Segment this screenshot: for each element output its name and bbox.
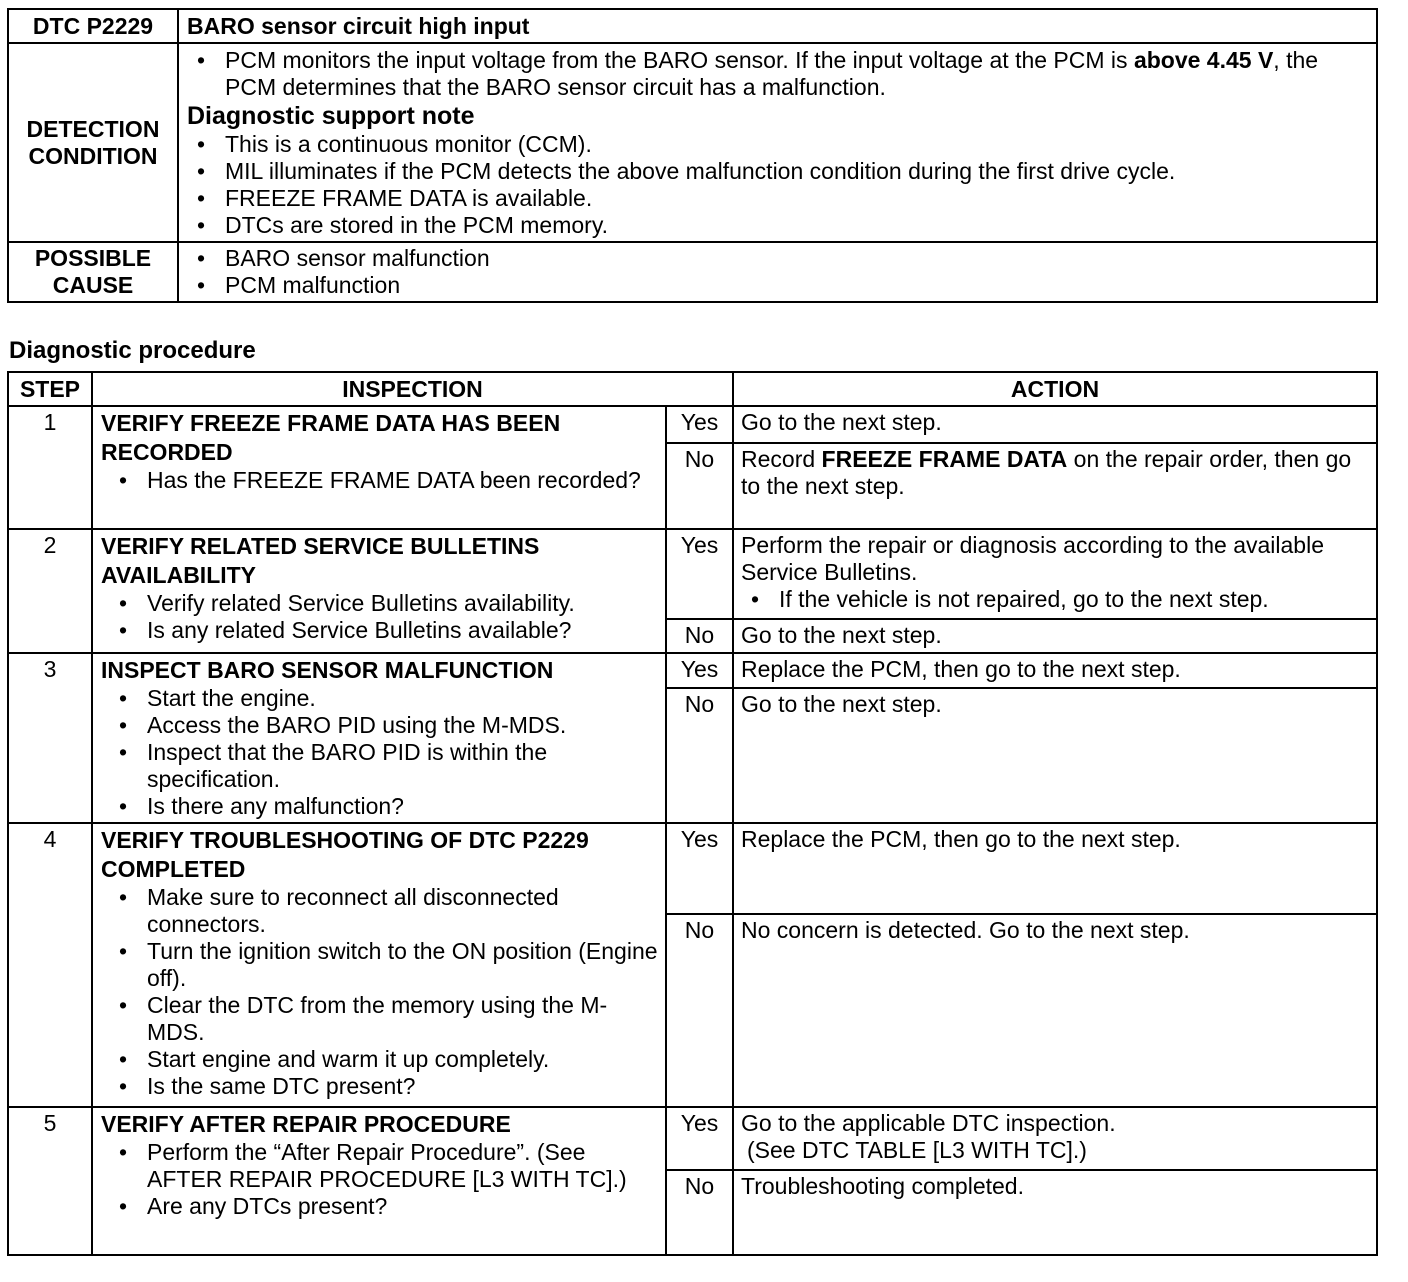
step-title: VERIFY TROUBLESHOOTING OF DTC P2229 COMPLETED [101,827,589,882]
table-row [8,653,1377,688]
list-item: • Access the BARO PID using the M-MDS. [101,712,661,739]
yes-action: Go to the next step. [733,406,1377,443]
dtc-code: DTC P2229 [8,9,178,43]
yes-action-sub: • If the vehicle is not repaired, go to the next step. [741,586,1370,613]
step-inspection [92,823,666,1107]
table-row [8,406,1377,443]
list-item: • Clear the DTC from the memory using the M-MDS. [101,992,661,1046]
step-title: VERIFY RELATED SERVICE BULLETINS AVAILABILITY [101,533,540,588]
list-item: • This is a continuous monitor (CCM). [185,131,1370,158]
list-item: • DTCs are stored in the PCM memory. [185,212,1370,239]
detection-label-line-2: CONDITION [28,142,158,169]
no-action: Troubleshooting completed. [733,1170,1377,1255]
list-item: • Are any DTCs present? [101,1193,661,1220]
yes-action: Go to the applicable DTC inspection. (See DTC TABLE [L3 WITH TC].) [733,1107,1377,1170]
no-action: Go to the next step. [733,619,1377,653]
table-row [8,529,1377,619]
step-title: INSPECT BARO SENSOR MALFUNCTION [101,657,554,683]
yes-action: Perform the repair or diagnosis according to the available Service Bulletins. • If the vehicle is not repaired, go to the next step. [733,529,1377,619]
list-item: • Make sure to reconnect all disconnected connectors. [101,884,661,938]
list-item: • PCM malfunction [185,272,1370,299]
no-action: Record FREEZE FRAME DATA on the repair order, then go to the next step. [733,443,1377,529]
support-note-title: Diagnostic support note [187,102,475,130]
step-number: 5 [8,1107,92,1255]
yes-action: Replace the PCM, then go to the next step. [733,823,1377,914]
support-note-list [185,131,1370,239]
step-inspection [92,529,666,653]
list-item: • MIL illuminates if the PCM detects the above malfunction condition during the first drive cycle. [185,158,1370,185]
yes-action: Replace the PCM, then go to the next step. [733,653,1377,688]
step-title: VERIFY AFTER REPAIR PROCEDURE [101,1111,511,1137]
step-number: 3 [8,653,92,823]
possible-cause-row [8,242,1377,302]
detection-condition-text: • PCM monitors the input voltage from the BARO sensor. If the input voltage at the PCM is above 4.45 V, the PCM determines that the BARO sensor circuit has a malfunction. [185,47,1370,101]
list-item: • Has the FREEZE FRAME DATA been recorded? [101,467,661,494]
detection-condition-label [8,43,178,242]
list-item: • Verify related Service Bulletins availability. [101,590,661,617]
no-label: No [666,443,733,529]
list-item: • BARO sensor malfunction [185,245,1370,272]
list-item: • Start engine and warm it up completely. [101,1046,661,1073]
no-label: No [666,1170,733,1255]
step-number: 2 [8,529,92,653]
step-inspection [92,653,666,823]
list-item: • Start the engine. [101,685,661,712]
step-inspection [92,406,666,529]
yes-label: Yes [666,1107,733,1170]
yes-action-reference: (See DTC TABLE [L3 WITH TC].) [747,1137,1087,1163]
dtc-header-row [8,9,1377,43]
list-item: • Is the same DTC present? [101,1073,661,1100]
detection-label-line-1: DETECTION [26,115,160,142]
no-action: No concern is detected. Go to the next step. [733,914,1377,1107]
yes-label: Yes [666,529,733,619]
step-number: 4 [8,823,92,1107]
list-item: • Is any related Service Bulletins available? [101,617,661,644]
dtc-title: BARO sensor circuit high input [178,9,1377,43]
table-row [8,1107,1377,1170]
list-item: • Is there any malfunction? [101,793,661,820]
yes-label: Yes [666,653,733,688]
dtc-summary-table [7,8,1378,303]
yes-label: Yes [666,823,733,914]
possible-label-line-2: CAUSE [52,272,134,298]
header-action: ACTION [733,372,1377,406]
detection-condition-row [8,43,1377,242]
step-inspection [92,1107,666,1255]
list-item: • FREEZE FRAME DATA is available. [185,185,1370,212]
possible-cause-body [178,242,1377,302]
detection-condition-body [178,43,1377,242]
header-step: STEP [8,372,92,406]
table-row [8,823,1377,914]
no-label: No [666,914,733,1107]
list-item: • Inspect that the BARO PID is within the specification. [101,739,661,793]
possible-label-line-1: POSSIBLE [34,245,152,271]
procedure-title: Diagnostic procedure [9,337,256,364]
procedure-table [7,371,1378,1256]
list-item: • Turn the ignition switch to the ON position (Engine off). [101,938,661,992]
yes-label: Yes [666,406,733,443]
step-title: VERIFY FREEZE FRAME DATA HAS BEEN RECORDED [101,410,561,465]
possible-cause-label [8,242,178,302]
list-item: • Perform the “After Repair Procedure”. (See AFTER REPAIR PROCEDURE [L3 WITH TC].) [101,1139,661,1193]
no-label: No [666,619,733,653]
procedure-header-row [8,372,1377,406]
no-action: Go to the next step. [733,688,1377,823]
no-label: No [666,688,733,823]
step-number: 1 [8,406,92,529]
header-inspection: INSPECTION [92,372,733,406]
